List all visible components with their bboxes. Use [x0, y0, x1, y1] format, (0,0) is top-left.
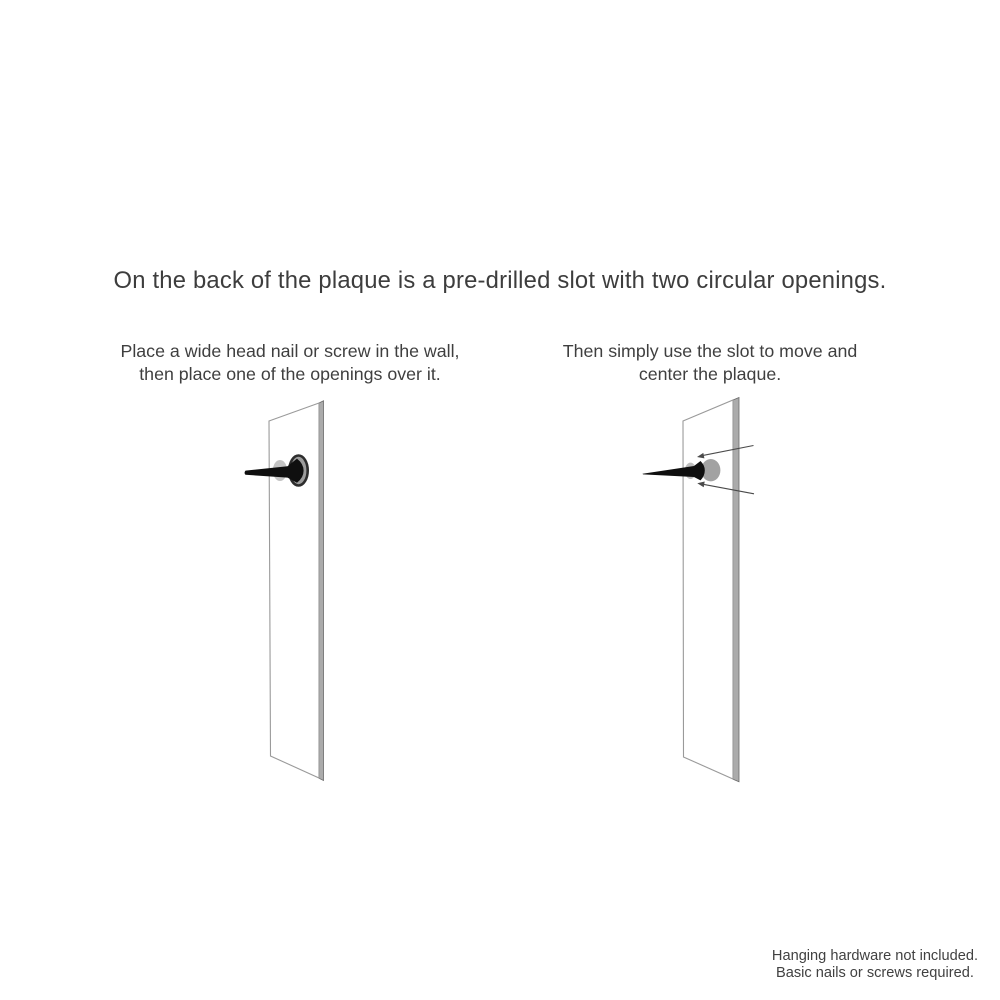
page-title: On the back of the plaque is a pre-drilled slot with two circular openings.	[113, 267, 887, 294]
plaque-illustration-step2	[643, 398, 755, 782]
step1-caption-line1: Place a wide head nail or screw in the wall,	[120, 341, 460, 361]
step1-caption-line2: then place one of the openings over it.	[139, 364, 441, 385]
hardware-footnote-line1: Hanging hardware not included.	[771, 948, 978, 964]
hardware-footnote	[772, 948, 978, 983]
step2-caption-line1: Then simply use the slot to move and	[562, 341, 858, 361]
hardware-footnote-line2: Basic nails or screws required.	[776, 965, 974, 982]
plaque-illustration-step1	[245, 401, 324, 781]
plaque-side-edge	[733, 398, 739, 782]
plaque-side-edge	[319, 401, 324, 781]
step2-caption-line2: center the plaque.	[638, 364, 782, 385]
plaque-back-face	[683, 400, 733, 779]
